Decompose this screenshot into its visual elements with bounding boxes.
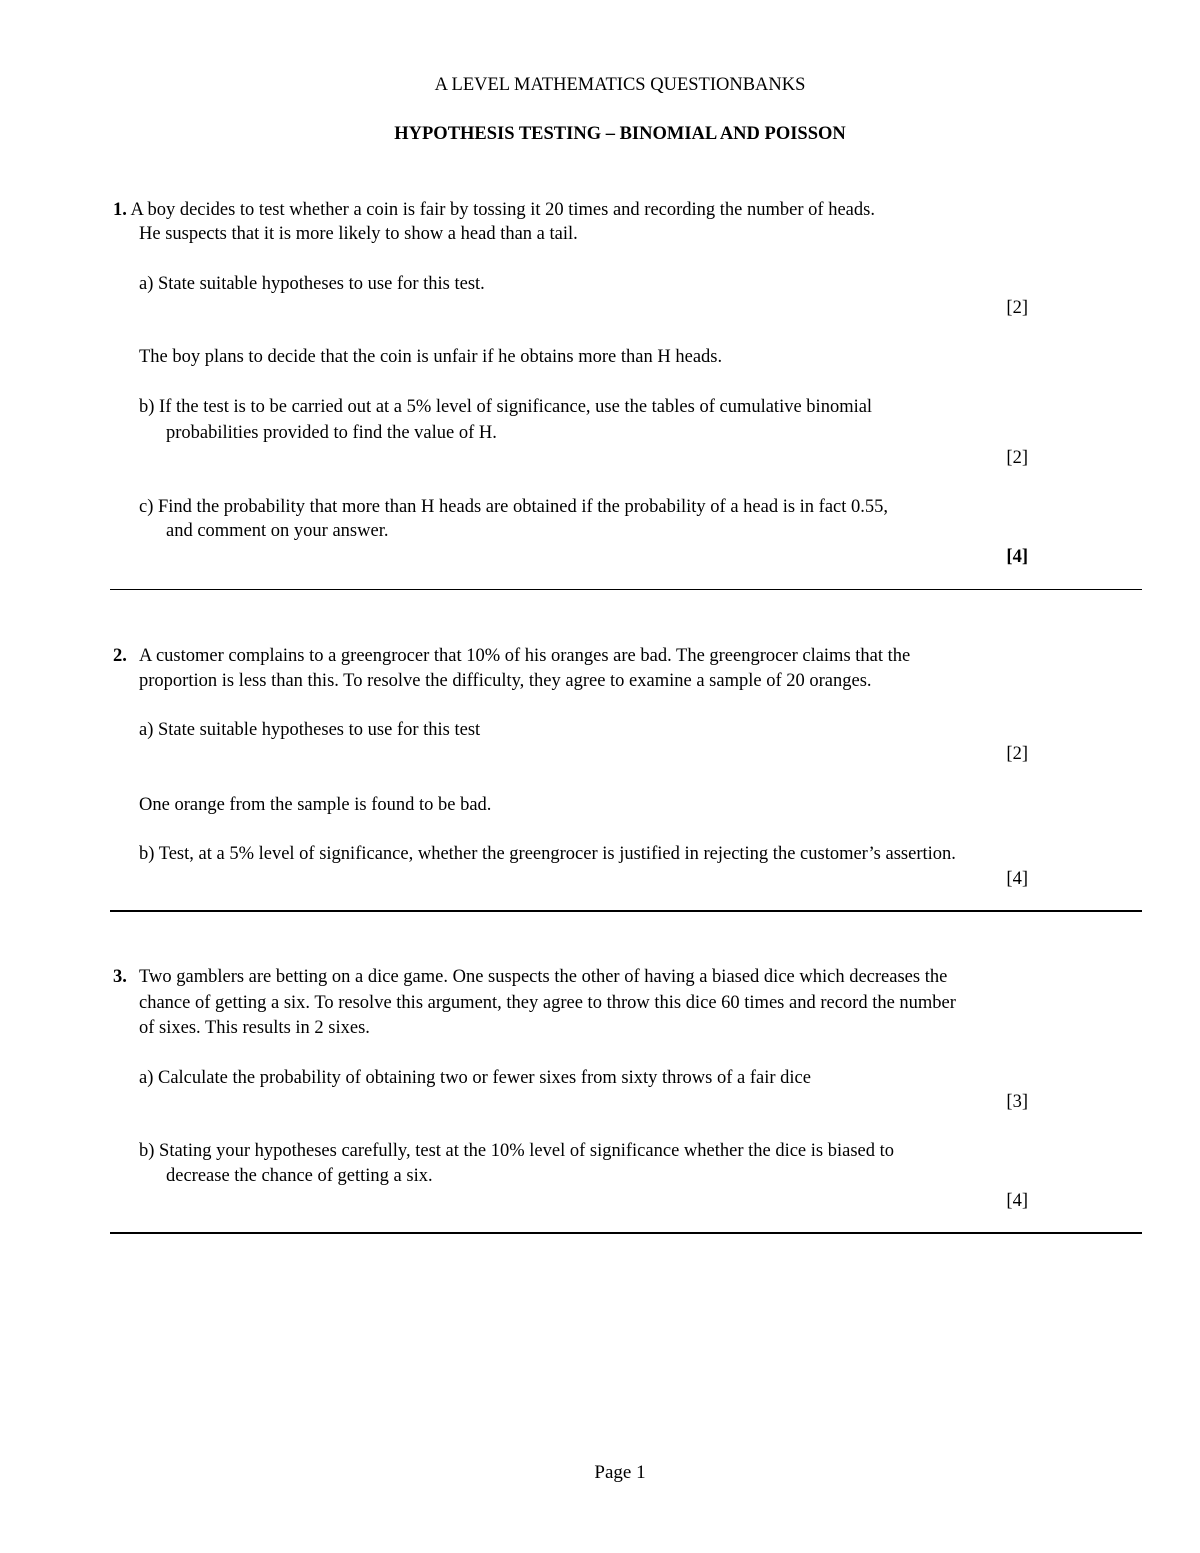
- part-b-continued: decrease the chance of getting a six.: [166, 1166, 433, 1186]
- part-b: b) Test, at a 5% level of significance, whether the greengrocer is justified in rejecting the customer’s assertion.: [139, 844, 956, 864]
- part-b: b) Stating your hypotheses carefully, test at the 10% level of significance whether the dice is biased to: [139, 1141, 895, 1161]
- part-c: c) Find the probability that more than H heads are obtained if the probability of a head is in fact 0.55,: [139, 497, 889, 517]
- question-intro: He suspects that it is more likely to show a head than a tail.: [139, 224, 578, 244]
- question-intro: chance of getting a six. To resolve this argument, they agree to throw this dice 60 times and record the number: [139, 993, 956, 1013]
- question-interlude: The boy plans to decide that the coin is unfair if he obtains more than H heads.: [139, 347, 723, 367]
- part-b: b) If the test is to be carried out at a 5% level of significance, use the tables of cumulative binomial: [139, 397, 873, 417]
- page-number: Page 1: [594, 1462, 646, 1483]
- part-c-continued: and comment on your answer.: [166, 521, 389, 541]
- marks: [2]: [1006, 448, 1028, 468]
- marks: [4]: [1006, 1191, 1028, 1211]
- document-title: A LEVEL MATHEMATICS QUESTIONBANKS: [434, 75, 806, 95]
- section-divider: [110, 1232, 1142, 1234]
- document-subtitle: HYPOTHESIS TESTING – BINOMIAL AND POISSON: [394, 124, 846, 144]
- question-number: 2.: [113, 646, 127, 666]
- part-a: a) Calculate the probability of obtaining two or fewer sixes from sixty throws of a fair dice: [139, 1068, 811, 1088]
- question-intro: proportion is less than this. To resolve the difficulty, they agree to examine a sample of 20 oranges.: [139, 671, 872, 691]
- marks: [4]: [1006, 547, 1028, 567]
- section-divider: [110, 910, 1142, 912]
- question-intro: Two gamblers are betting on a dice game. One suspects the other of having a biased dice which decreases the: [139, 967, 948, 987]
- question-number: 1.: [113, 200, 127, 220]
- section-divider: [110, 589, 1142, 590]
- part-b-continued: probabilities provided to find the value of H.: [166, 423, 497, 443]
- marks: [3]: [1006, 1092, 1028, 1112]
- marks: [2]: [1006, 298, 1028, 318]
- marks: [2]: [1006, 744, 1028, 764]
- question-intro: A customer complains to a greengrocer that 10% of his oranges are bad. The greengrocer claims that the: [139, 646, 911, 666]
- part-a: a) State suitable hypotheses to use for this test: [139, 720, 481, 740]
- question-intro: of sixes. This results in 2 sixes.: [139, 1018, 370, 1038]
- question-intro: A boy decides to test whether a coin is fair by tossing it 20 times and recording the number of heads.: [130, 200, 875, 220]
- question-interlude: One orange from the sample is found to be bad.: [139, 795, 492, 815]
- question-number: 3.: [113, 967, 127, 987]
- part-a: a) State suitable hypotheses to use for this test.: [139, 274, 485, 294]
- marks: [4]: [1006, 869, 1028, 889]
